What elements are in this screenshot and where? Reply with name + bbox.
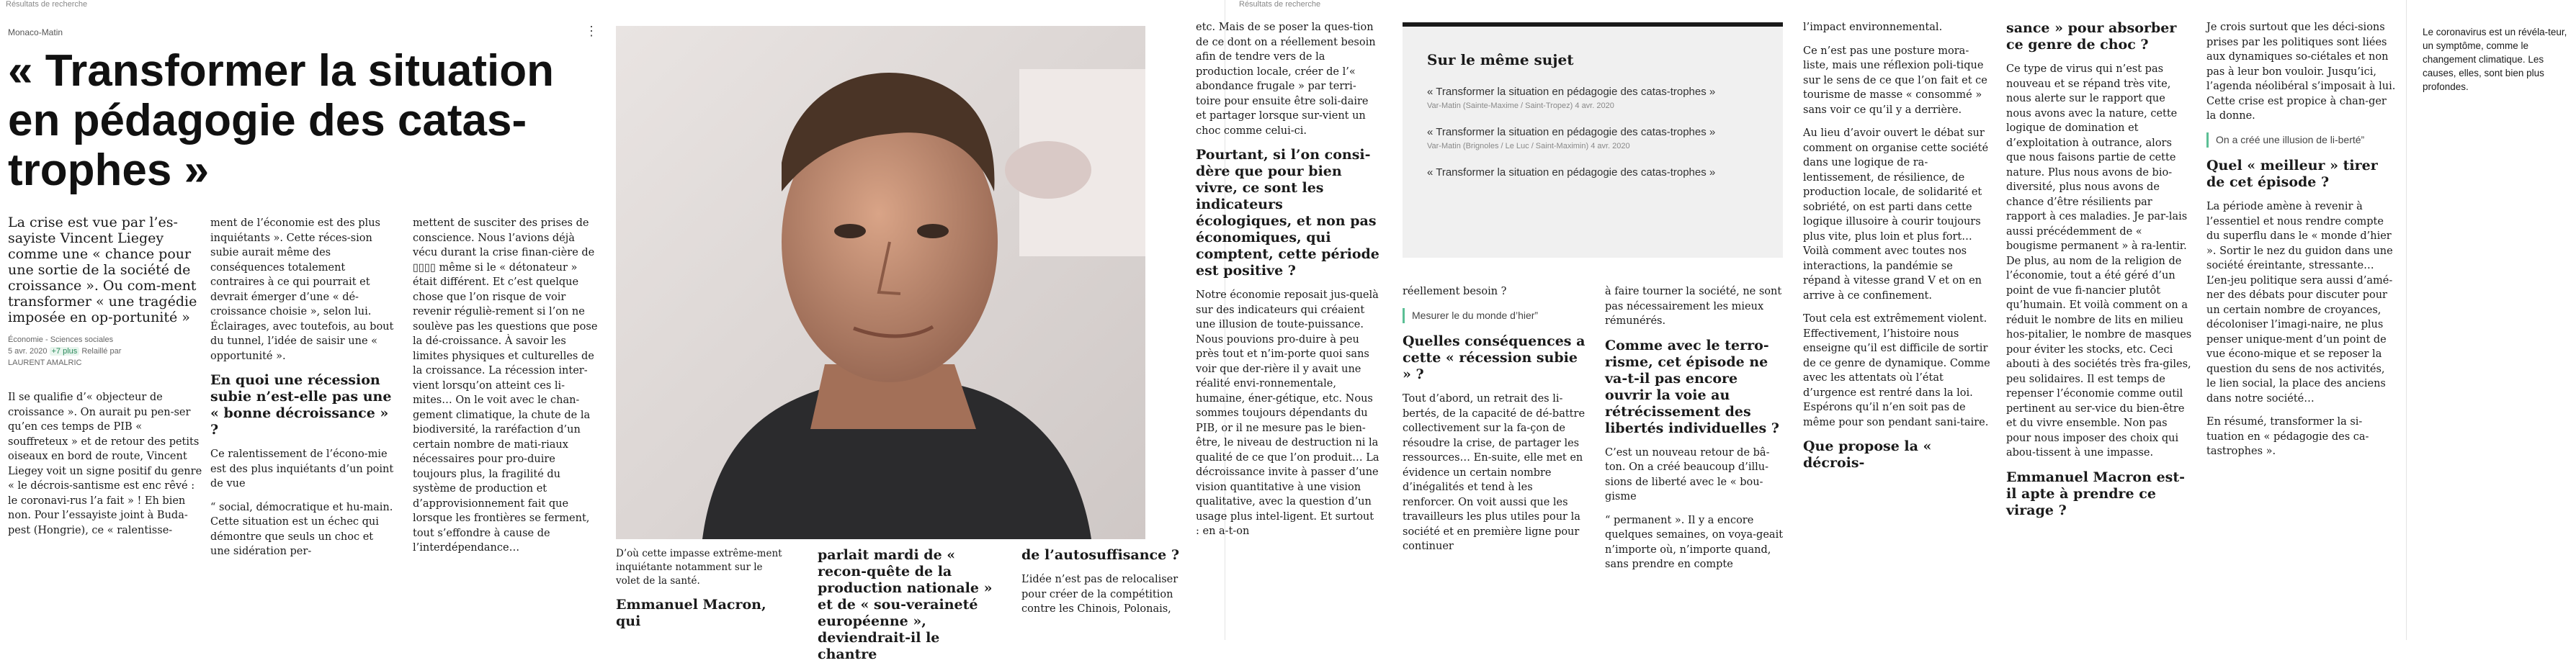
related-link[interactable]: « Transformer la situation en pédagogie des catas-trophes »	[1427, 166, 1716, 179]
column-7	[1403, 284, 1586, 640]
question-heading: Comme avec le terro-risme, cet épisode ne va-t-il pas encore ouvrir la voie au rétrécissement des libertés individuelles ?	[1605, 337, 1779, 436]
column-1	[8, 215, 202, 640]
paragraph: “ social, démocratique et hu-main. Cette situation est un échec qui démontre que seuls un choc et une sidération per-	[210, 501, 393, 557]
paragraph: Ce n’est pas une posture mora-liste, mais une réflexion poli-tique sur le sens de ce que l’on fait et ce tourisme de masse « consommé » sans voir ce qu’il y a derrière.	[1803, 45, 1987, 116]
article-lede: La crise est vue par l’es-sayiste Vincent Liegey comme une « chance pour une sortie de la société de croissance ». Ou com-ment transformer « une tragédie imposée en op-portunité »	[8, 215, 197, 325]
question-heading: En quoi une récession subie n’est-elle pas une « bonne décroissance » ?	[210, 372, 392, 438]
question-heading: Que propose la « décrois-	[1803, 438, 1932, 471]
paragraph: Il se qualifie d’« objecteur de croissance ». On aurait pu pen-ser qu’en ces temps de PIB « souffreteux » et de retour des petits oiseaux en bord de route, Vincent Liegey voit un signe positif du genre « le décrois-santisme est enc rêvé : le coronavi-rus l’a fait » ! Eh bien non. Pour l’essayiste joint à Buda-pest (Hongrie), ce « ralentisse-	[8, 392, 202, 536]
related-link[interactable]: « Transformer la situation en pédagogie des catas-trophes »	[1427, 126, 1716, 138]
paragraph: Ce ralentissement de l’écono-mie est des plus inquiétants d’un point de vue	[210, 448, 394, 490]
related-articles-box	[1403, 22, 1783, 258]
paragraph: ment de l’économie est des plus inquiétants ». Cette réces-sion subie aurait même des conséquences totalement contraires à ce qui pourrait et devrait émerger d’une « dé-croissance choisie », selon lui. Éclairages, avec toutefois, au bout du tunnel, l’idée de saisir une « opportunité ».	[210, 217, 394, 362]
question-heading: Emmanuel Macron, qui	[616, 597, 766, 629]
question-heading: Emmanuel Macron est-il apte à prendre ce virage ?	[2006, 469, 2186, 518]
related-item[interactable]	[1427, 125, 1758, 150]
question-heading: Pourtant, si l’on consi-dère que pour bien vivre, ce sont les indicateurs écologiques, et non pas économiques, qui comptent, cette période est positive ?	[1196, 147, 1379, 279]
more-menu-icon[interactable]: ⋮	[585, 24, 598, 38]
question-heading: Quelles conséquences a cette « récession subie » ?	[1403, 333, 1586, 382]
article-date: 5 avr. 2020	[8, 347, 48, 356]
article-author: LAURENT AMALRIC	[8, 358, 82, 367]
pull-quote-text: On a créé une illusion de li-berté”	[2216, 133, 2365, 145]
source-label: Monaco-Matin	[8, 27, 63, 37]
question-heading: parlait mardi de « recon-quête de la production nationale » et de « sou-veraineté européenne », deviendrait-il le chantre	[818, 547, 993, 662]
related-link[interactable]: « Transformer la situation en pédagogie des catas-trophes »	[1427, 86, 1716, 98]
portrait-image	[616, 26, 1145, 539]
paragraph: Tout d’abord, un retrait des li-bertés, de la capacité de dé-battre collectivement sur la fa-çon de résoudre la crise, de partager les ressources… En-suite, elle met en évidence un certain nombre d’inégalités et tend à les renforcer. On voit aussi que les travailleurs les plus utiles pour la société et en première ligne pour continuer	[1403, 393, 1586, 552]
paragraph: “ permanent ». Il y a encore quelques semaines, on voya-geait n’importe où, n’importe quand, sans prendre en compte	[1605, 514, 1784, 570]
paragraph: Au lieu d’avoir ouvert le débat sur comment on organise cette société dans une logique de ra-lentissement, de résilience, de production locale, de solidarité et sobriété, on est parti dans cette logique illusoire à courir toujours plus vite, plus loin et plus fort… Voilà comment avec toutes nos interactions, la pandémie se répand à vitesse grand V et on en arrive à ce confinement.	[1803, 127, 1989, 302]
paragraph: etc. Mais de se poser la ques-tion de ce dont on a réellement besoin afin de tendre vers de la production locale, créer de l’« abondance frugale » par terri-toire pour ensuite être soli-daire et partager lorsque sur-vient un choc comme celui-ci.	[1196, 22, 1376, 137]
column-9	[1803, 20, 1990, 640]
question-heading: sance » pour absorber ce genre de choc ?	[2006, 20, 2177, 53]
paragraph: mettent de susciter des prises de conscience. Nous l’avions déjà vécu durant la crise finan-cière de ▯▯▯▯ même si le « détonateur » était différent. Et c’est quelque chose que l’on risque de voir revenir réguliè-rement si l’on ne soulève pas les questions que pose la dé-croissance. À savoir les limites physiques et culturelles de la croissance. La récession inter-vient lorsqu’on atteint ces li-mites… On le voit avec le chan-gement climatique, la chute de la biodiversité, la raréfaction d’un certain nombre de mati-riaux nécessaires pour pro-duire toujours plus, la fragilité du système de production et d’approvisionnement fait que lorsque les frontières se ferment, tout s’effondre à cause de l’interdépendance…	[413, 217, 598, 554]
pull-quote-text: Mesurer le du monde d’hier”	[1412, 309, 1539, 321]
paragraph: L’idée n’est pas de relocaliser pour créer de la compétition contre les Chinois, Polonais,	[1021, 574, 1179, 615]
paragraph: Notre économie reposait jus-quelà sur des indicateurs qui créaient une illusion de toute-puissance. Nous pouvions pro-duire à peu près tout et n’im-porte quoi sans voir que der-rière il y avait une réalité envi-ronnementale, humaine, éner-gétique, etc. Nous sommes toujours dépendants du PIB, or il ne mesure pas le bien-être, le niveau de destruction ni la qualité de ce que l’on produit… La décroissance invite à passer d’une vision quantitative à une vision qualitative, avec la question d’un usage plus intel-ligent. Et surtout : en a-t-on	[1196, 289, 1379, 537]
paragraph: Tout cela est extrêmement violent. Effectivement, l’histoire nous enseigne qu’il est difficile de sortir de ce genre de dynamique. Comme avec les attentats où l’état d’urgence est rentré dans la loi. Espérons qu’il n’en soit pas de même pour son pendant sani-taire.	[1803, 313, 1990, 428]
paragraph: Ce type de virus qui n’est pas nouveau et se répand très vite, nous alerte sur le rapport que nous avons avec la nature, cette logique de domination et d’exploitation à outrance, alors que nous faisons partie de cette nature. Plus nous avons de bio-diversité, plus nous avons de chance d’être résilients par rapport à ces maladies. Je par-lais aussi précédemment de « bougisme permanent » à ra-lentir. De plus, au nom de la religion de l’économie, tout a été géré d’un point de vue fi-nancier plutôt qu’humain. Et voilà comment on a réduit le nombre de lits en milieu hos-pitalier, le nombre de masques pour éviter les stocks, etc. Ceci abouti à des sociétés très fra-giles, peu solidaires. Il est temps de repenser l’économie comme outil pertinent au ser-vice du bien-être et du vivre ensemble. Non pas pour nous imposer des choix qui abou-tissent à une impasse.	[2006, 63, 2192, 459]
article-title: « Transformer la situation en pédagogie des catas-trophes »	[8, 46, 554, 195]
article-photo	[616, 26, 1145, 539]
column-8	[1605, 284, 1785, 640]
paragraph: En résumé, transformer la si-tuation en « pédagogie des ca-tastrophes ».	[2206, 416, 2369, 457]
column-10	[2006, 20, 2193, 640]
question-heading: Quel « meilleur » tirer de cet épisode ?	[2206, 158, 2378, 190]
related-item[interactable]	[1427, 84, 1758, 110]
search-results-label-2[interactable]: Résultats de recherche	[1239, 0, 1321, 9]
paragraph: à faire tourner la société, ne sont pas nécessairement les mieux rémunérés.	[1605, 286, 1782, 327]
paragraph: l’impact environnemental.	[1803, 22, 1943, 33]
column-5c	[1021, 547, 1187, 640]
photo-caption-column	[616, 547, 785, 640]
column-5b	[818, 547, 998, 662]
article-section[interactable]: Économie - Sciences sociales	[8, 335, 114, 344]
paragraph: réellement besoin ?	[1403, 286, 1507, 297]
column-2	[210, 216, 394, 640]
pull-quote	[1403, 308, 1586, 324]
paragraph: La période amène à revenir à l’essentiel et nous rendre compte du superflu dans le « monde d’hier ». Sortir le nez du guidon dans une société éreintante, stressante… L’en-jeu politique sera aussi d’amé-ner des débats pour discuter pour un certain nombre de croyances, décoloniser l’imagi-naire, ne plus penser unique-ment d’un point de vue écono-mique et se reposer la question du sens de nos activités, le lien social, la place des anciens dans notre société…	[2206, 201, 2393, 405]
related-meta: Var-Matin (Sainte-Maxime / Saint-Tropez) 4 avr. 2020	[1427, 102, 1614, 110]
search-results-label[interactable]: Résultats de recherche	[6, 0, 88, 9]
photo-caption: D’où cette impasse extrême-ment inquiétante notamment sur le volet de la santé.	[616, 548, 782, 587]
column-11	[2206, 20, 2397, 640]
related-heading: Sur le même sujet	[1427, 51, 1574, 68]
column-3	[413, 216, 600, 640]
paragraph: C’est un nouveau retour de bâ-ton. On a créé beaucoup d’illu-sions de liberté avec le « bou-gisme	[1605, 446, 1770, 502]
related-meta: Var-Matin (Brignoles / Le Luc / Saint-Maximin) 4 avr. 2020	[1427, 142, 1630, 150]
paragraph: Je crois surtout que les déci-sions prises par les politiques sont liées aux dynamiques so-ciétales et non pas à leur bon vouloir. Jusqu’ici, l’agenda néolibéral s’imposait à lui. Cette crise est propice à chan-ger la donne.	[2206, 22, 2396, 122]
related-item[interactable]	[1427, 165, 1758, 180]
plus-tag[interactable]: +7 plus	[50, 347, 80, 356]
question-heading: de l’autosuffisance ?	[1021, 547, 1179, 563]
column-6	[1196, 20, 1379, 640]
column-12	[2423, 25, 2570, 241]
pull-quote	[2206, 132, 2397, 148]
paragraph: Le coronavirus est un révéla-teur, un symptôme, comme le changement climatique. Les causes, elles, sont bien plus profondes.	[2423, 27, 2567, 92]
reshare-label[interactable]: Relaillé par	[81, 347, 122, 356]
